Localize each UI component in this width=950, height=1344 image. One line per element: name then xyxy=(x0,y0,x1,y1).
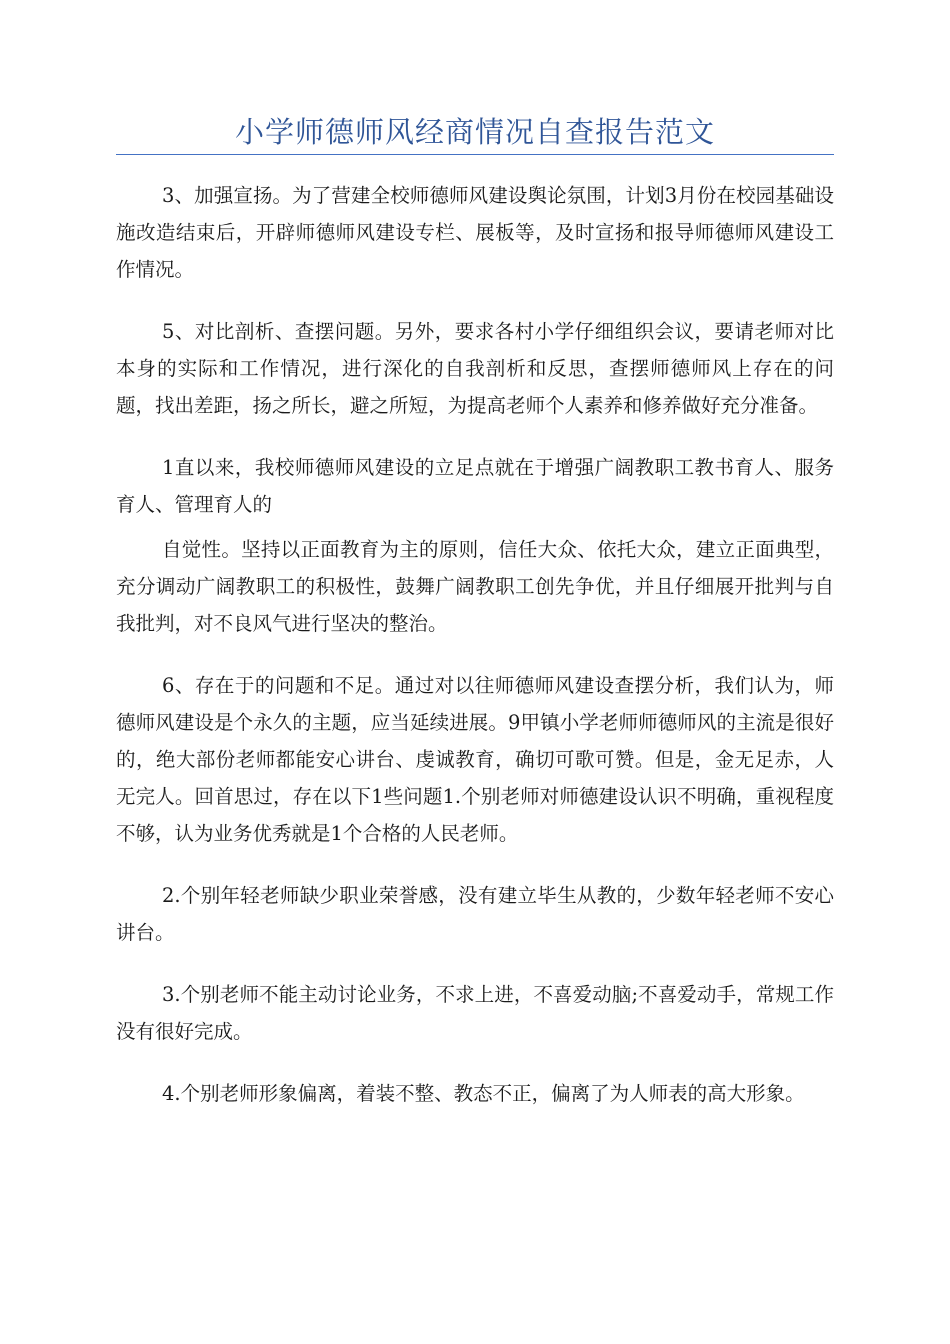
paragraph-consciousness: 自觉性。坚持以正面教育为主的原则，信任大众、依托大众，建立正面典型，充分调动广阔教职工的积极性，鼓舞广阔教职工创先争优，并且仔细展开批判与自我批判，对不良风气进行坚决的整治。 xyxy=(116,538,834,635)
paragraph-problem-3: 3.个别老师不能主动讨论业务，不求上进，不喜爱动脑;不喜爱动手，常规工作没有很好完成。 xyxy=(116,983,834,1043)
paragraph-problem-2: 2.个别年轻老师缺少职业荣誉感，没有建立毕生从教的，少数年轻老师不安心讲台。 xyxy=(116,884,834,944)
document-body xyxy=(116,177,834,1137)
paragraph-foundation: 1直以来，我校师德师风建设的立足点就在于增强广阔教职工教书育人、服务育人、管理育人的 xyxy=(116,456,834,516)
paragraph-problems: 6、存在于的问题和不足。通过对以往师德师风建设查摆分析，我们认为，师德师风建设是个永久的主题，应当延续进展。9甲镇小学老师师德师风的主流是很好的，绝大部份老师都能安心讲台、虔诚教育，确切可歌可赞。但是，金无足赤，人无完人。回首思过，存在以下1些问题1.个别老师对师德建设认识不明确，重视程度不够，认为业务优秀就是1个合格的人民老师。 xyxy=(116,674,834,845)
title-underline xyxy=(116,154,834,155)
document-title: 小学师德师风经商情况自查报告范文 xyxy=(234,115,715,149)
paragraph-publicity: 3、加强宣扬。为了营建全校师德师风建设舆论氛围，计划3月份在校园基础设施改造结束后，开辟师德师风建设专栏、展板等，及时宣扬和报导师德师风建设工作情况。 xyxy=(116,184,834,281)
paragraph-problem-4: 4.个别老师形象偏离，着装不整、教态不正，偏离了为人师表的高大形象。 xyxy=(162,1082,805,1105)
paragraph-self-analysis: 5、对比剖析、查摆问题。另外，要求各村小学仔细组织会议，要请老师对比本身的实际和工作情况，进行深化的自我剖析和反思，查摆师德师风上存在的问题，找出差距，扬之所长，避之所短，为提高老师个人素养和修养做好充分准备。 xyxy=(116,320,834,417)
